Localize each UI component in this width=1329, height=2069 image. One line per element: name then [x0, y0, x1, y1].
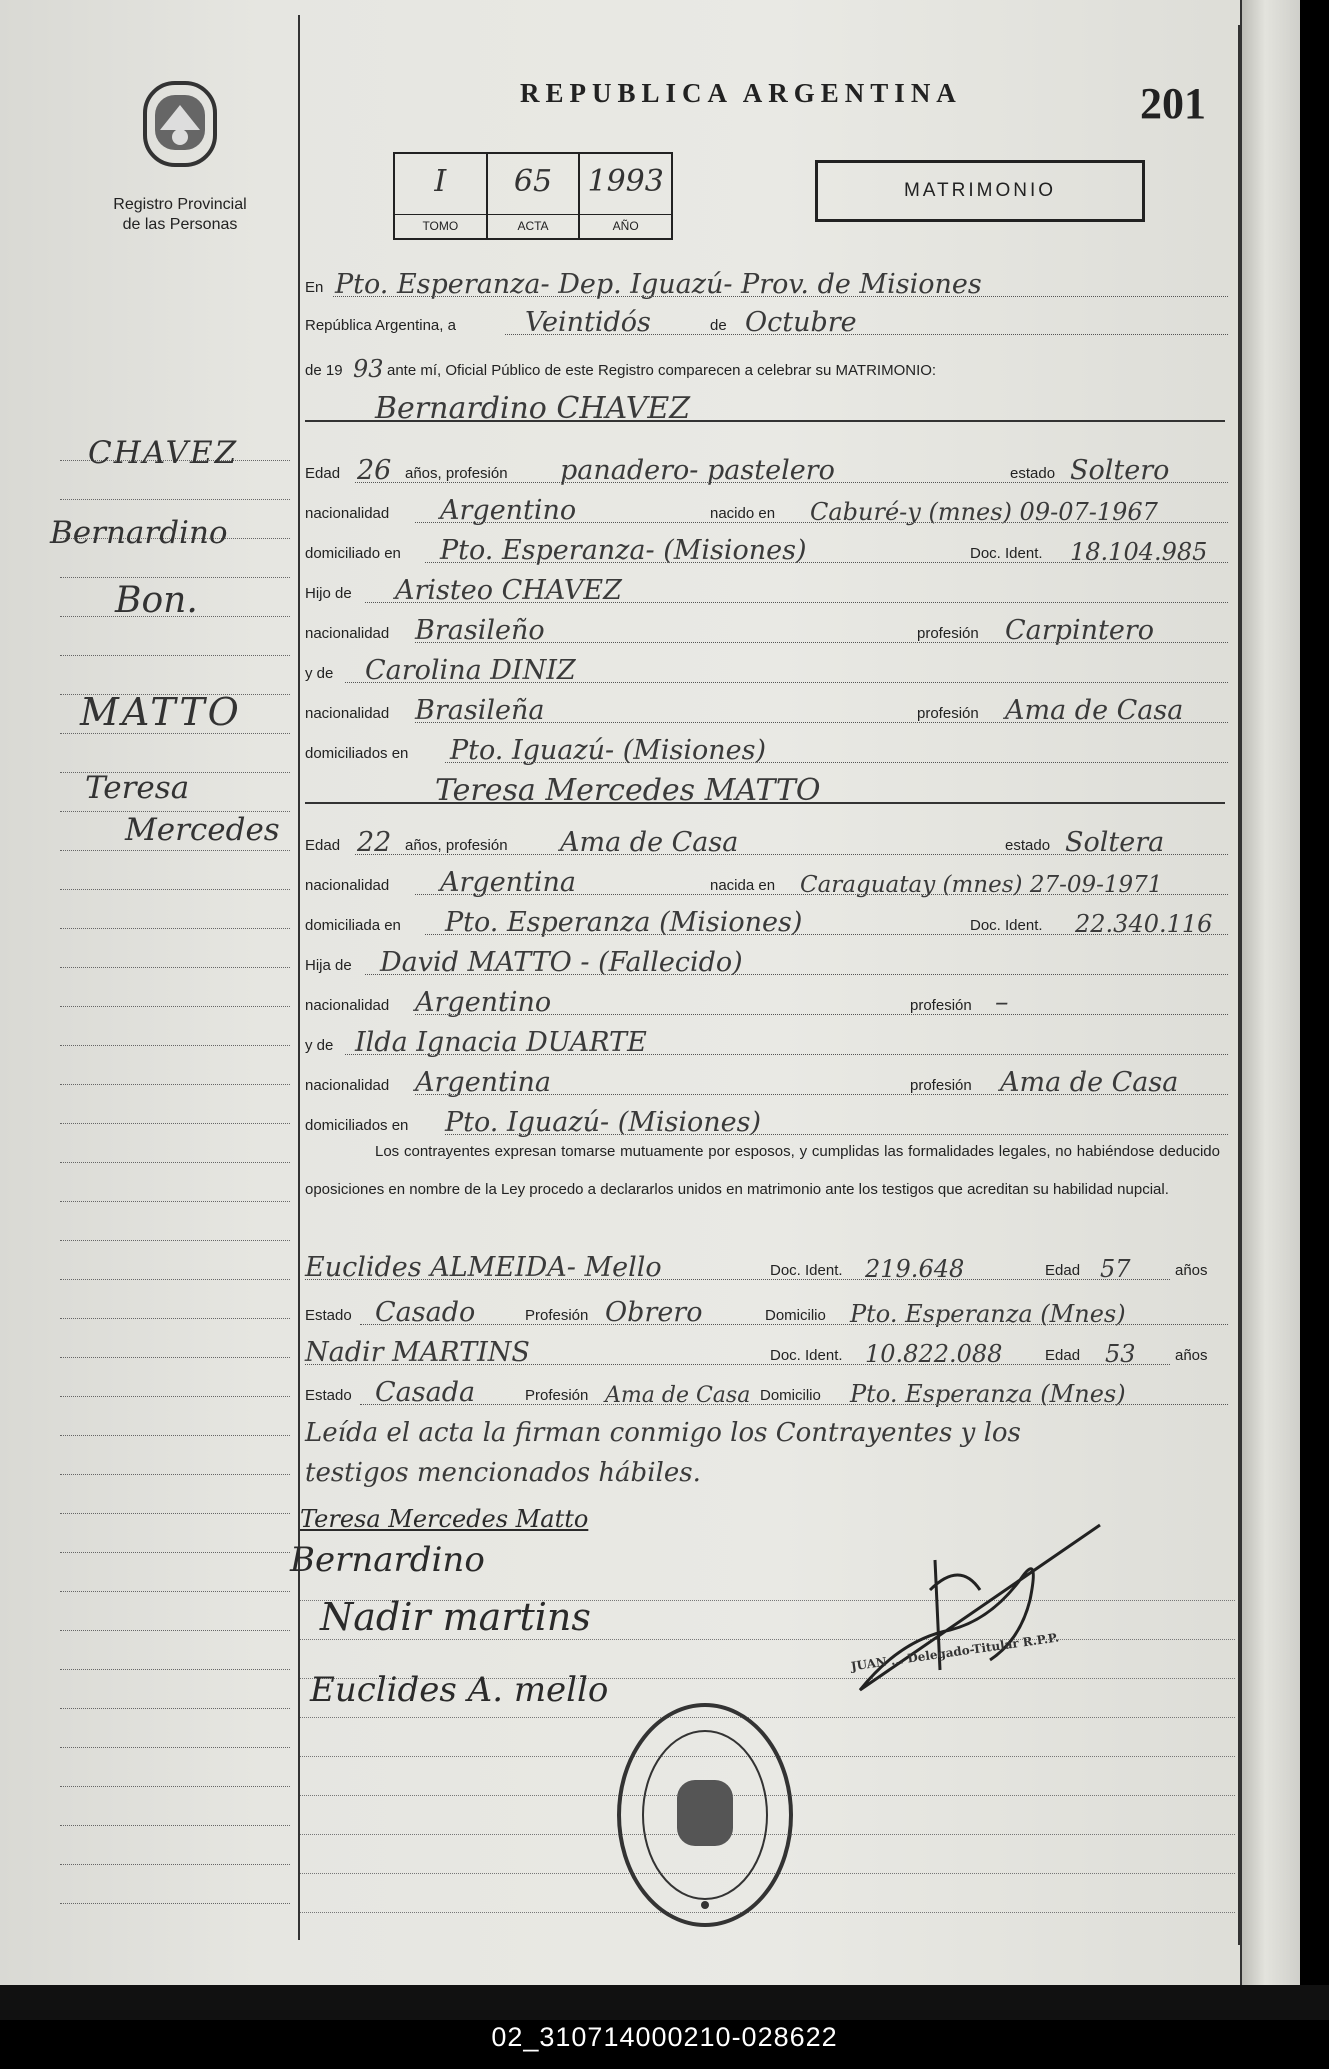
country-title: REPUBLICA ARGENTINA	[520, 78, 962, 108]
ruled-line	[60, 1708, 290, 1709]
groom-father-nat-row: nacionalidad Brasileño profesión Carpintero	[305, 608, 1230, 648]
ruled-line	[60, 1435, 290, 1436]
margin-bride-name2: Mercedes	[125, 812, 280, 848]
witness2-name-row: Nadir MARTINS Doc. Ident. 10.822.088 Edad 53 años	[305, 1337, 1208, 1368]
witness1-signature: Euclides A. mello	[310, 1670, 609, 1710]
year-row: de 19 93 ante mí, Oficial Público de este Registro comparecen a celebrar su MATRIMONIO:	[305, 355, 937, 383]
ruled-line	[60, 1474, 290, 1475]
bride-domicile-row: domiciliada en Pto. Esperanza (Misiones) Doc. Ident. 22.340.116	[305, 900, 1230, 940]
ruled-line	[60, 1591, 290, 1592]
bride-age-row: Edad 22 años, profesión Ama de Casa estado Soltera	[305, 820, 1230, 860]
acta-cell: 65 ACTA	[488, 154, 581, 238]
groom-name-row	[305, 388, 1230, 428]
official-signature-icon	[840, 1520, 1120, 1700]
bride-father-nat-row: nacionalidad Argentino profesión –	[305, 980, 1230, 1020]
document-type-box: MATRIMONIO	[815, 160, 1145, 222]
ruled-line	[60, 1903, 290, 1904]
official-stamp-text: JUAN ... Delegado-Titular R.P.P.	[850, 1630, 1060, 1674]
day-value: Veintidós	[525, 307, 651, 338]
ruled-line	[60, 1786, 290, 1787]
witness1-name-row: Euclides ALMEIDA- Mello Doc. Ident. 219.648 Edad 57 años	[305, 1252, 1208, 1283]
witness2-detail-row: Estado Casada Profesión Ama de Casa Domicilio Pto. Esperanza (Mnes)	[305, 1370, 1230, 1410]
groom-signature: Bernardino	[290, 1540, 485, 1580]
groom-father-row: Hijo de Aristeo CHAVEZ	[305, 568, 1230, 608]
ruled-line	[60, 655, 290, 656]
ruled-line	[60, 889, 290, 890]
bride-name: Teresa Mercedes MATTO	[435, 773, 821, 808]
ruled-line	[60, 967, 290, 968]
bride-parents-domicile-row: domiciliados en Pto. Iguazú- (Misiones)	[305, 1100, 1230, 1140]
margin-bride-name: Teresa	[85, 770, 190, 806]
ruled-line	[60, 499, 290, 500]
ruled-line	[60, 1747, 290, 1748]
ruled-line	[60, 1864, 290, 1865]
bride-name-row	[305, 770, 1230, 810]
closing-row-2: testigos mencionados hábiles.	[305, 1458, 701, 1488]
ruled-line	[60, 1357, 290, 1358]
bride-mother-row: y de Ilda Ignacia DUARTE	[305, 1020, 1230, 1060]
ruled-line	[60, 928, 290, 929]
ruled-line	[60, 1630, 290, 1631]
ruled-line	[60, 1825, 290, 1826]
bride-signature: Teresa Mercedes Matto	[300, 1505, 589, 1533]
ruled-line	[60, 1045, 290, 1046]
margin-ruled-lines	[60, 440, 290, 1940]
scan-border	[0, 1985, 1329, 2020]
ruled-line	[60, 1318, 290, 1319]
margin-groom-name: Bernardino	[50, 515, 228, 551]
year-value: 93	[353, 355, 384, 383]
groom-name: Bernardino CHAVEZ	[375, 391, 691, 426]
month-value: Octubre	[745, 307, 857, 338]
witness2-signature: Nadir martins	[320, 1595, 591, 1639]
bride-mother-nat-row: nacionalidad Argentina profesión Ama de Casa	[305, 1060, 1230, 1100]
record-box	[393, 152, 673, 240]
bride-nationality-row: nacionalidad Argentina nacida en Caraguatay (mnes) 27-09-1971	[305, 860, 1230, 900]
ruled-line	[60, 850, 290, 851]
declaration-text: Los contrayentes expresan tomarse mutuamente por esposos, y cumplidas las formalidades legales, no habiéndose deducido oposiciones en nombre de la Ley procedo a declararlos unidos en matrimonio ante los testigos que acreditan su habilidad nupcial.	[305, 1143, 1220, 1198]
groom-domicile-row: domiciliado en Pto. Esperanza- (Misiones) Doc. Ident. 18.104.985	[305, 528, 1230, 568]
date-row: República Argentina, a Veintidós de Octubre	[305, 300, 1230, 340]
ruled-line	[60, 1006, 290, 1007]
ruled-line	[60, 1513, 290, 1514]
groom-parents-domicile-row: domiciliados en Pto. Iguazú- (Misiones)	[305, 728, 1230, 768]
ruled-line	[60, 1201, 290, 1202]
groom-nationality-row: nacionalidad Argentino nacido en Caburé-y (mnes) 09-07-1967	[305, 488, 1230, 528]
file-id: 02_310714000210-028622	[491, 2022, 838, 2052]
right-border	[1238, 25, 1240, 1945]
ruled-line	[60, 1084, 290, 1085]
ruled-line	[60, 1123, 290, 1124]
margin-groom-surname: CHAVEZ	[88, 435, 239, 471]
ruled-line	[60, 577, 290, 578]
ruled-line	[60, 1396, 290, 1397]
witness1-detail-row: Estado Casado Profesión Obrero Domicilio Pto. Esperanza (Mnes)	[305, 1290, 1230, 1330]
groom-mother-row: y de Carolina DINIZ	[305, 648, 1230, 688]
margin-bride-surname: MATTO	[80, 690, 242, 734]
registry-label: Registro Provincial de las Personas	[113, 196, 247, 233]
place-value: Pto. Esperanza- Dep. Iguazú- Prov. de Misiones	[335, 269, 982, 300]
registry-seal-icon	[615, 1700, 795, 1930]
page-number: 201	[1140, 79, 1206, 128]
closing-row-1: Leída el acta la firman conmigo los Contrayentes y los	[305, 1418, 1021, 1448]
ano-cell: 1993 AÑO	[580, 154, 671, 238]
page-edge	[1240, 0, 1300, 2010]
groom-age-row: Edad 26 años, profesión panadero- pastelero estado Soltero	[305, 448, 1230, 488]
bride-father-row: Hija de David MATTO - (Fallecido)	[305, 940, 1230, 980]
ruled-line	[60, 1162, 290, 1163]
ruled-line	[60, 1669, 290, 1670]
margin-bon: Bon.	[115, 580, 198, 621]
ruled-line	[60, 1279, 290, 1280]
tomo-cell: I TOMO	[395, 154, 488, 238]
groom-mother-nat-row: nacionalidad Brasileña profesión Ama de Casa	[305, 688, 1230, 728]
ruled-line	[60, 1552, 290, 1553]
ruled-line	[60, 1240, 290, 1241]
province-seal-icon	[135, 75, 225, 175]
place-row: En Pto. Esperanza- Dep. Iguazú- Prov. de Misiones	[305, 262, 1230, 302]
